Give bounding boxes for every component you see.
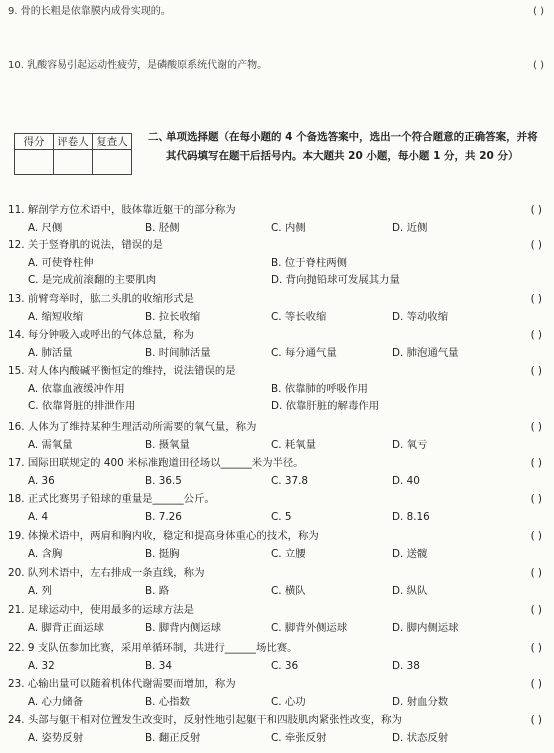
question-stem: 16. 人体为了维持某种生理活动所需要的氧气量，称为 <box>8 421 257 433</box>
question-item <box>8 491 544 529</box>
option-c: C. 是完成前滚翻的主要肌肉 <box>28 274 157 286</box>
question-item <box>8 237 544 286</box>
options-row <box>28 583 544 600</box>
question-item <box>8 327 544 365</box>
option-d: D. 肺泡通气量 <box>392 347 459 359</box>
option-b: B. 7.26 <box>145 511 182 523</box>
answer-parentheses: ( ) <box>533 6 544 17</box>
question-item <box>8 363 544 412</box>
option-a: A. 尺侧 <box>28 222 63 234</box>
option-b: B. 34 <box>145 660 172 672</box>
question-item <box>8 455 544 493</box>
options-row <box>28 730 544 747</box>
question-stem: 14. 每分钟吸入或呼出的气体总量，称为 <box>8 329 195 341</box>
grader-cell <box>54 150 93 175</box>
answer-parentheses: ( ) <box>530 642 542 654</box>
option-a: A. 脚背正面运球 <box>28 622 104 634</box>
question-stem: 18. 正式比赛男子铅球的重量是______公斤。 <box>8 493 215 505</box>
option-b: B. 翻正反射 <box>145 732 201 744</box>
question-stem: 19. 体操术语中，两肩和胸内收，稳定和提高身体重心的技术，称为 <box>8 530 319 542</box>
section-instruction: 单项选择题（在每小题的 4 个备选答案中，选出一个符合题意的正确答案，并将其代码填写在题干后括号内。本大题共 20 小题，每小题 1 分，共 20 分） <box>166 131 538 162</box>
option-b: B. 脚背内侧运球 <box>145 622 222 634</box>
option-b: B. 摄氧量 <box>145 439 190 451</box>
options-row <box>28 255 544 289</box>
options-row <box>28 309 544 326</box>
option-b: B. 依靠肺的呼吸作用 <box>271 383 368 395</box>
question-item <box>8 640 544 678</box>
option-b: B. 36.5 <box>145 475 182 487</box>
answer-parentheses: ( ) <box>530 204 542 216</box>
question-item <box>8 528 544 566</box>
answer-parentheses: ( ) <box>530 604 542 616</box>
tf-question-9 <box>8 4 544 20</box>
option-c: C. 内侧 <box>271 222 306 234</box>
option-a: A. 32 <box>28 660 55 672</box>
option-d: D. 纵队 <box>392 585 428 597</box>
answer-parentheses: ( ) <box>530 365 542 377</box>
option-a: A. 姿势反射 <box>28 732 84 744</box>
option-d: D. 氧亏 <box>392 439 428 451</box>
option-c: C. 脚背外侧运球 <box>271 622 348 634</box>
question-stem: 24. 头部与躯干相对位置发生改变时，反射性地引起躯干和四肢肌肉紧张性改变，称为 <box>8 714 402 726</box>
options-row <box>28 620 544 637</box>
option-a: A. 36 <box>28 475 55 487</box>
option-a: A. 列 <box>28 585 52 597</box>
reviewer-cell <box>93 150 132 175</box>
score-header-reviewer: 复查人 <box>93 134 132 150</box>
option-c: C. 耗氧量 <box>271 439 317 451</box>
option-c: C. 立腰 <box>271 548 306 560</box>
question-stem: 17. 国际田联规定的 400 米标准跑道田径场以______米为半径。 <box>8 457 304 469</box>
answer-parentheses: ( ) <box>533 60 544 71</box>
question-stem: 20. 队列术语中，左右排成一条直线，称为 <box>8 567 205 579</box>
score-header-grader: 评卷人 <box>54 134 93 150</box>
options-row <box>28 694 544 711</box>
options-row <box>28 509 544 526</box>
answer-parentheses: ( ) <box>530 567 542 579</box>
option-c: C. 牵张反射 <box>271 732 327 744</box>
score-cell <box>15 150 54 175</box>
option-b: B. 位于脊柱两侧 <box>271 257 348 269</box>
options-row <box>28 546 544 563</box>
question-stem: 23. 心输出量可以随着机体代谢需要而增加，称为 <box>8 678 236 690</box>
section-number: 二、 <box>148 131 169 143</box>
option-d: D. 38 <box>392 660 420 672</box>
question-stem: 22. 9 支队伍参加比赛，采用单循环制，共进行______场比赛。 <box>8 642 298 654</box>
question-stem: 11. 解剖学方位术语中，肢体靠近躯干的部分称为 <box>8 204 236 216</box>
option-d: D. 依靠肝脏的解毒作用 <box>271 400 380 412</box>
option-d: D. 射血分数 <box>392 696 449 708</box>
options-row <box>28 381 544 415</box>
option-c: C. 横队 <box>271 585 306 597</box>
question-stem: 15. 对人体内酸碱平衡恒定的维持，说法错误的是 <box>8 365 236 377</box>
options-row <box>28 658 544 675</box>
answer-parentheses: ( ) <box>530 678 542 690</box>
option-a: A. 肺活量 <box>28 347 73 359</box>
option-b: B. 时间肺活量 <box>145 347 211 359</box>
option-b: B. 胫侧 <box>145 222 180 234</box>
option-c: C. 36 <box>271 660 299 672</box>
option-c: C. 心功 <box>271 696 306 708</box>
option-a: A. 4 <box>28 511 49 523</box>
option-d: D. 状态反射 <box>392 732 449 744</box>
tf-question-text: 9. 骨的长粗是依靠膜内成骨实现的。 <box>8 6 171 17</box>
option-d: D. 40 <box>392 475 420 487</box>
question-item <box>8 602 544 640</box>
option-a: A. 依靠血液缓冲作用 <box>28 383 125 395</box>
question-item <box>8 291 544 329</box>
options-row <box>28 345 544 362</box>
section-heading <box>148 128 543 166</box>
question-item <box>8 676 544 714</box>
question-item <box>8 565 544 603</box>
option-b: B. 路 <box>145 585 170 597</box>
question-stem: 21. 足球运动中，使用最多的运球方法是 <box>8 604 195 616</box>
question-item <box>8 202 544 240</box>
option-b: B. 心指数 <box>145 696 190 708</box>
score-header-score: 得分 <box>15 134 54 150</box>
option-a: A. 缩短收缩 <box>28 311 84 323</box>
answer-parentheses: ( ) <box>530 421 542 433</box>
option-b: B. 挺胸 <box>145 548 180 560</box>
tf-question-text: 10. 乳酸容易引起运动性疲劳，是磷酸原系统代谢的产物。 <box>8 60 268 71</box>
option-d: D. 送髋 <box>392 548 428 560</box>
answer-parentheses: ( ) <box>530 714 542 726</box>
score-table <box>14 133 132 175</box>
options-row <box>28 220 544 237</box>
option-a: A. 含胸 <box>28 548 63 560</box>
options-row <box>28 473 544 490</box>
answer-parentheses: ( ) <box>530 457 542 469</box>
option-c: C. 5 <box>271 511 292 523</box>
options-row <box>28 437 544 454</box>
option-d: D. 8.16 <box>392 511 430 523</box>
option-d: D. 背向抛铅球可发展其力量 <box>271 274 400 286</box>
question-item <box>8 712 544 750</box>
question-stem: 12. 关于竖脊肌的说法，错误的是 <box>8 239 163 251</box>
answer-parentheses: ( ) <box>530 239 542 251</box>
option-d: D. 近侧 <box>392 222 428 234</box>
option-c: C. 依靠肾脏的排泄作用 <box>28 400 136 412</box>
question-item <box>8 419 544 457</box>
tf-question-10 <box>8 58 544 74</box>
answer-parentheses: ( ) <box>530 293 542 305</box>
option-d: D. 脚内侧运球 <box>392 622 459 634</box>
question-stem: 13. 前臂弯举时，肱二头肌的收缩形式是 <box>8 293 195 305</box>
option-c: C. 等长收缩 <box>271 311 327 323</box>
option-a: A. 心力储备 <box>28 696 84 708</box>
option-a: A. 可使脊柱伸 <box>28 257 94 269</box>
option-a: A. 需氧量 <box>28 439 73 451</box>
answer-parentheses: ( ) <box>530 329 542 341</box>
answer-parentheses: ( ) <box>530 493 542 505</box>
option-c: C. 每分通气量 <box>271 347 337 359</box>
option-c: C. 37.8 <box>271 475 308 487</box>
option-b: B. 拉长收缩 <box>145 311 201 323</box>
option-d: D. 等动收缩 <box>392 311 449 323</box>
answer-parentheses: ( ) <box>530 530 542 542</box>
